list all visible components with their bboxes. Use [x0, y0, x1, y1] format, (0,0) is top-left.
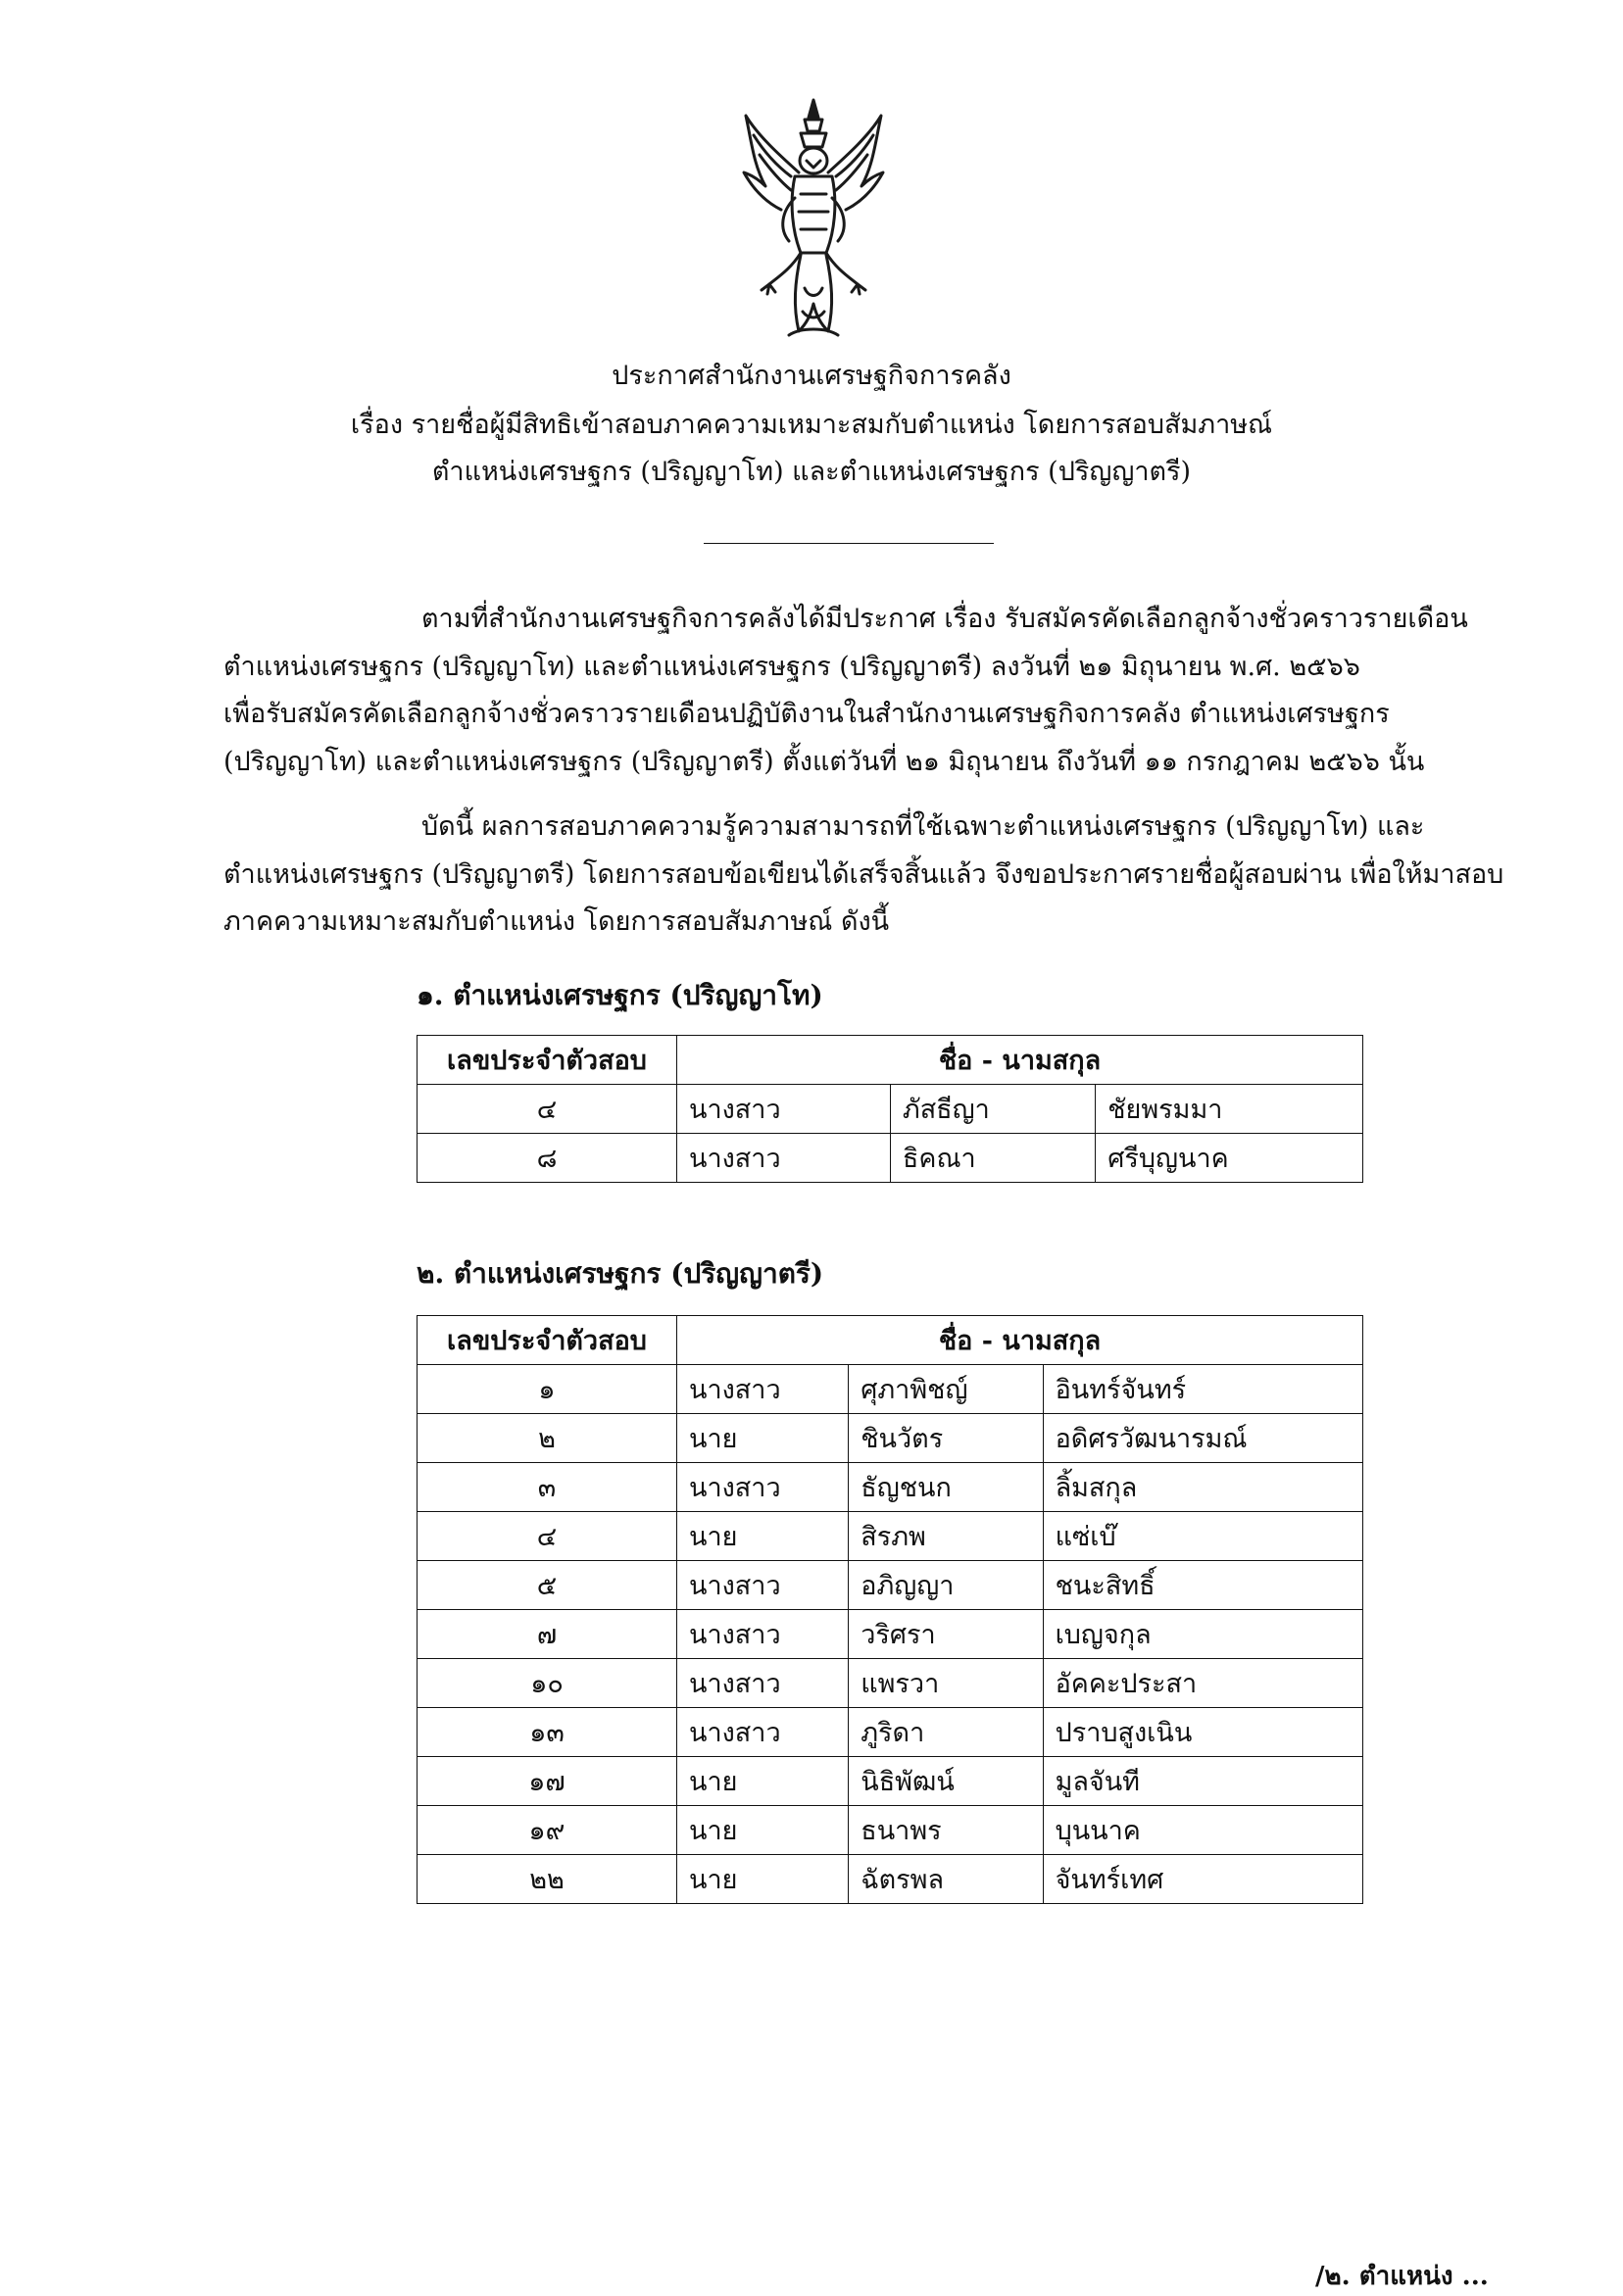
announcement-subject-positions: ตำแหน่งเศรษฐกร (ปริญญาโท) และตำแหน่งเศรษฐกร (ปริญญาตรี): [431, 457, 1192, 487]
table-row: [418, 1708, 1363, 1757]
name-prefix-cell: นางสาว: [677, 1610, 849, 1659]
paragraph-2-line: บัดนี้ ผลการสอบภาคความรู้ความสามารถที่ใช้เฉพาะตำแหน่งเศรษฐกร (ปริญญาโท) และ: [421, 811, 1425, 842]
name-prefix-cell: นาย: [677, 1806, 849, 1855]
last-name-cell: ชนะสิทธิ์: [1043, 1561, 1362, 1610]
table-header-row: [418, 1316, 1363, 1365]
paragraph-1-line: ตำแหน่งเศรษฐกร (ปริญญาโท) และตำแหน่งเศรษฐกร (ปริญญาตรี) ลงวันที่ ๒๑ มิถุนายน พ.ศ. ๒๕๖๖: [223, 651, 1360, 682]
table-row: [418, 1806, 1363, 1855]
name-prefix-cell: นางสาว: [677, 1708, 849, 1757]
name-prefix-cell: นาย: [677, 1757, 849, 1806]
name-prefix-cell: นางสาว: [677, 1134, 891, 1183]
first-name-cell: ภูริดา: [849, 1708, 1043, 1757]
exam-id-cell: ๔: [418, 1512, 677, 1561]
first-name-cell: ศุภาพิชญ์: [849, 1365, 1043, 1414]
exam-id-cell: ๑๗: [418, 1757, 677, 1806]
name-prefix-cell: นางสาว: [677, 1659, 849, 1708]
paragraph-1: [223, 596, 1468, 786]
name-prefix-cell: นาย: [677, 1855, 849, 1904]
table-row: [418, 1855, 1363, 1904]
name-prefix-cell: นางสาว: [677, 1085, 891, 1134]
exam-id-cell: ๕: [418, 1561, 677, 1610]
section-2-table: [417, 1315, 1363, 1904]
exam-id-cell: ๒: [418, 1414, 677, 1463]
first-name-cell: นิธิพัฒน์: [849, 1757, 1043, 1806]
first-name-cell: ชินวัตร: [849, 1414, 1043, 1463]
exam-id-cell: ๑๓: [418, 1708, 677, 1757]
announcement-subject: เรื่อง รายชื่อผู้มีสิทธิเข้าสอบภาคความเหมาะสมกับตำแหน่ง โดยการสอบสัมภาษณ์: [350, 410, 1273, 440]
table-row: [418, 1610, 1363, 1659]
paragraph-1-line: เพื่อรับสมัครคัดเลือกลูกจ้างชั่วคราวรายเดือนปฏิบัติงานในสำนักงานเศรษฐกิจการคลัง ตำแหน่งเศรษฐกร: [223, 699, 1390, 729]
section-1-table: [417, 1035, 1363, 1183]
exam-id-cell: ๓: [418, 1463, 677, 1512]
name-prefix-cell: นางสาว: [677, 1561, 849, 1610]
table-row: [418, 1463, 1363, 1512]
first-name-cell: ภัสธีญา: [890, 1085, 1095, 1134]
last-name-cell: มูลจันที: [1043, 1757, 1362, 1806]
paragraph-2-line: ตำแหน่งเศรษฐกร (ปริญญาตรี) โดยการสอบข้อเขียนได้เสร็จสิ้นแล้ว จึงขอประกาศรายชื่อผู้สอบผ่าน เพื่อให้มาสอบ: [223, 858, 1504, 890]
exam-id-cell: ๒๒: [418, 1855, 677, 1904]
exam-id-cell: ๔: [418, 1085, 677, 1134]
name-prefix-cell: นางสาว: [677, 1463, 849, 1512]
last-name-cell: อินทร์จันทร์: [1043, 1365, 1362, 1414]
title-divider: [704, 543, 994, 544]
first-name-cell: ธัญชนก: [849, 1463, 1043, 1512]
table-row: [418, 1414, 1363, 1463]
table-header-row: [418, 1036, 1363, 1085]
exam-id-cell: ๗: [418, 1610, 677, 1659]
first-name-cell: ธนาพร: [849, 1806, 1043, 1855]
table-row: [418, 1134, 1363, 1183]
name-prefix-cell: นาย: [677, 1414, 849, 1463]
first-name-cell: สิรภพ: [849, 1512, 1043, 1561]
table-row: [418, 1085, 1363, 1134]
last-name-cell: อัคคะประสา: [1043, 1659, 1362, 1708]
column-header-id: เลขประจำตัวสอบ: [418, 1316, 677, 1365]
name-prefix-cell: นาย: [677, 1512, 849, 1561]
section-1-title: ๑. ตำแหน่งเศรษฐกร (ปริญญาโท): [417, 979, 823, 1011]
paragraph-1-line: ตามที่สำนักงานเศรษฐกิจการคลังได้มีประกาศ เรื่อง รับสมัครคัดเลือกลูกจ้างชั่วคราวรายเดือน: [421, 604, 1468, 634]
announcement-title: ประกาศสำนักงานเศรษฐกิจการคลัง: [612, 361, 1011, 391]
paragraph-1-line: (ปริญญาโท) และตำแหน่งเศรษฐกร (ปริญญาตรี) ตั้งแต่วันที่ ๒๑ มิถุนายน ถึงวันที่ ๑๑ กรกฎาคม ๒๕๖๖ นั้น: [223, 746, 1425, 777]
first-name-cell: ฉัตรพล: [849, 1855, 1043, 1904]
first-name-cell: ธิคณา: [890, 1134, 1095, 1183]
paragraph-2: [223, 804, 1504, 947]
column-header-id: เลขประจำตัวสอบ: [418, 1036, 677, 1085]
exam-id-cell: ๑๐: [418, 1659, 677, 1708]
last-name-cell: ลิ้มสกุล: [1043, 1463, 1362, 1512]
last-name-cell: อดิศรวัฒนารมณ์: [1043, 1414, 1362, 1463]
table-row: [418, 1512, 1363, 1561]
first-name-cell: วริศรา: [849, 1610, 1043, 1659]
last-name-cell: ปราบสูงเนิน: [1043, 1708, 1362, 1757]
table-row: [418, 1365, 1363, 1414]
page-continuation: /๒. ตำแหน่ง ...: [1315, 2262, 1489, 2291]
last-name-cell: ศรีบุญนาค: [1096, 1134, 1363, 1183]
table-row: [418, 1561, 1363, 1610]
last-name-cell: จันทร์เทศ: [1043, 1855, 1362, 1904]
exam-id-cell: ๑: [418, 1365, 677, 1414]
paragraph-2-line: ภาคความเหมาะสมกับตำแหน่ง โดยการสอบสัมภาษณ์ ดังนี้: [223, 906, 890, 937]
exam-id-cell: ๑๙: [418, 1806, 677, 1855]
last-name-cell: แซ่เบ๊: [1043, 1512, 1362, 1561]
column-header-name: ชื่อ - นามสกุล: [677, 1316, 1363, 1365]
last-name-cell: เบญจกุล: [1043, 1610, 1362, 1659]
name-prefix-cell: นางสาว: [677, 1365, 849, 1414]
garuda-emblem-icon: [740, 96, 887, 343]
first-name-cell: อภิญญา: [849, 1561, 1043, 1610]
column-header-name: ชื่อ - นามสกุล: [677, 1036, 1363, 1085]
last-name-cell: ชัยพรมมา: [1096, 1085, 1363, 1134]
section-2-title: ๒. ตำแหน่งเศรษฐกร (ปริญญาตรี): [417, 1257, 824, 1290]
first-name-cell: แพรวา: [849, 1659, 1043, 1708]
exam-id-cell: ๘: [418, 1134, 677, 1183]
table-row: [418, 1757, 1363, 1806]
last-name-cell: บุนนาค: [1043, 1806, 1362, 1855]
table-row: [418, 1659, 1363, 1708]
